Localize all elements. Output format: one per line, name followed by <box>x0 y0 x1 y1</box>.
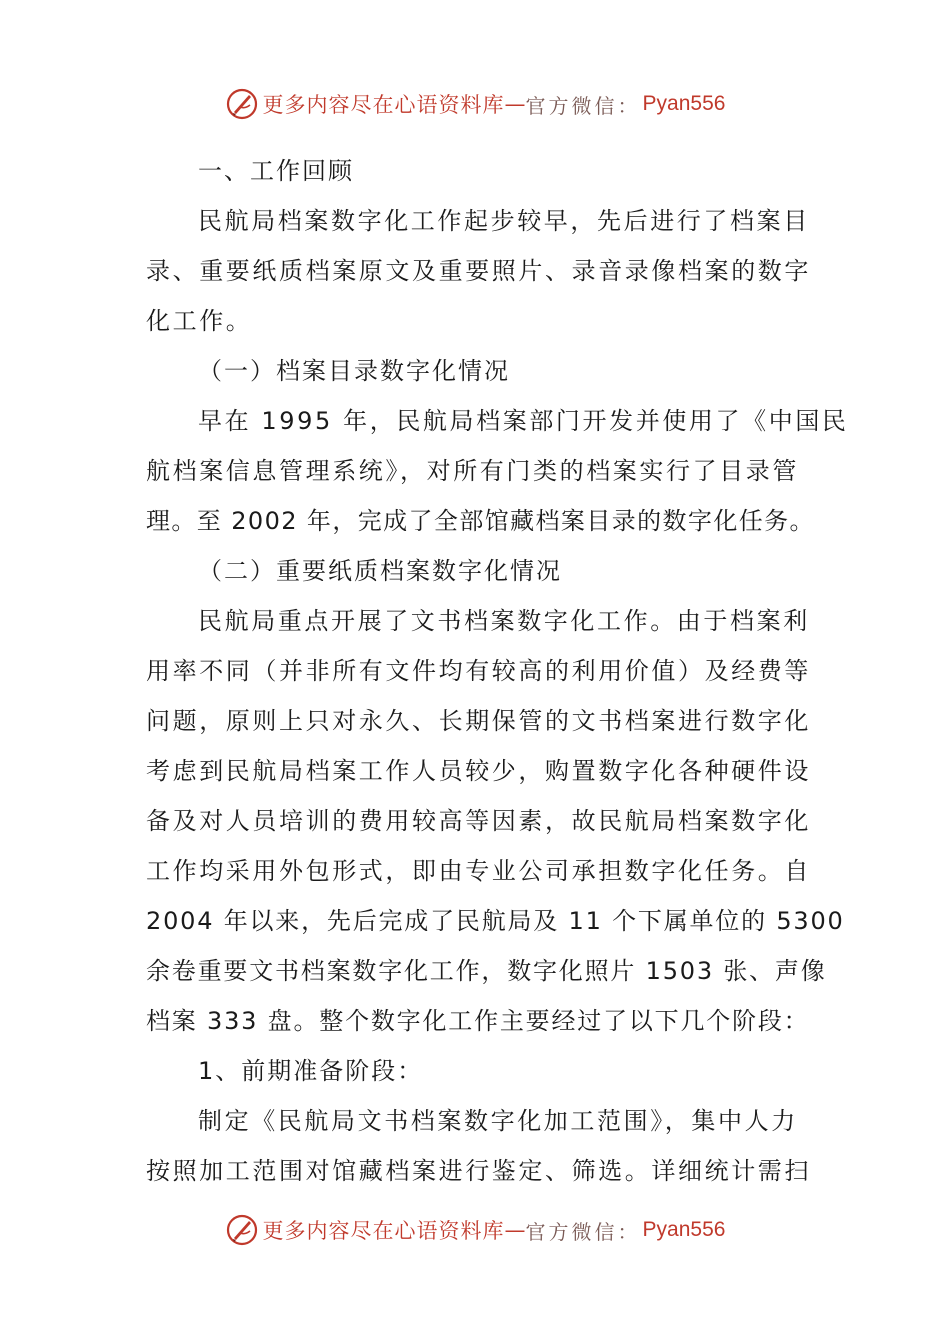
document-body <box>146 146 849 1196</box>
paragraph-line: 化工作。 <box>146 307 253 335</box>
banner-main-text: 更多内容尽在心语资料库 <box>262 1219 505 1243</box>
paragraph-line: 用率不同（并非所有文件均有较高的利用价值）及经费等 <box>146 657 811 685</box>
paragraph-line: 余卷重要文书档案数字化工作，数字化照片 1503 张、声像 <box>146 957 827 985</box>
paragraph-line: 早在 1995 年，民航局档案部门开发并使用了《中国民 <box>198 407 849 435</box>
paragraph-line: 制定《民航局文书档案数字化加工范围》，集中人力 <box>198 1107 798 1135</box>
paragraph-line: 民航局档案数字化工作起步较早，先后进行了档案目 <box>198 207 810 235</box>
paragraph-line: 档案 333 盘。整个数字化工作主要经过了以下几个阶段： <box>146 1007 810 1035</box>
paragraph-line: 按照加工范围对馆藏档案进行鉴定、筛选。详细统计需扫 <box>146 1157 811 1185</box>
paragraph-line: 2004 年以来，先后完成了民航局及 11 个下属单位的 5300 <box>146 907 845 935</box>
header-banner <box>0 84 950 124</box>
subsection-heading: （一）档案目录数字化情况 <box>198 357 510 385</box>
stage-heading: 1、前期准备阶段： <box>198 1057 424 1085</box>
paragraph-line: 考虑到民航局档案工作人员较少，购置数字化各种硬件设 <box>146 757 811 785</box>
paragraph-line: 理。至 2002 年，完成了全部馆藏档案目录的数字化任务。 <box>146 507 815 535</box>
banner-sub-text: 官方微信： <box>525 1219 641 1244</box>
banner-wechat-id: Pyan556 <box>642 1218 726 1241</box>
banner-dash: — <box>504 92 526 116</box>
section-heading: 一、工作回顾 <box>198 157 354 185</box>
banner-sub-text: 官方微信： <box>525 93 641 118</box>
banner-wechat-id: Pyan556 <box>642 92 726 115</box>
paragraph-line: 录、重要纸质档案原文及重要照片、录音录像档案的数字 <box>146 257 811 285</box>
quill-logo-icon <box>225 1213 259 1247</box>
banner-dash: — <box>504 1218 526 1242</box>
paragraph-line: 备及对人员培训的费用较高等因素，故民航局档案数字化 <box>146 807 811 835</box>
footer-banner <box>0 1210 950 1250</box>
paragraph-line: 问题，原则上只对永久、长期保管的文书档案进行数字化 <box>146 707 811 735</box>
paragraph-line: 民航局重点开展了文书档案数字化工作。由于档案利 <box>198 607 810 635</box>
banner-main-text: 更多内容尽在心语资料库 <box>262 93 505 117</box>
subsection-heading: （二）重要纸质档案数字化情况 <box>198 557 562 585</box>
quill-logo-icon <box>225 87 259 121</box>
paragraph-line: 航档案信息管理系统》，对所有门类的档案实行了目录管 <box>146 457 799 485</box>
paragraph-line: 工作均采用外包形式，即由专业公司承担数字化任务。自 <box>146 857 811 885</box>
